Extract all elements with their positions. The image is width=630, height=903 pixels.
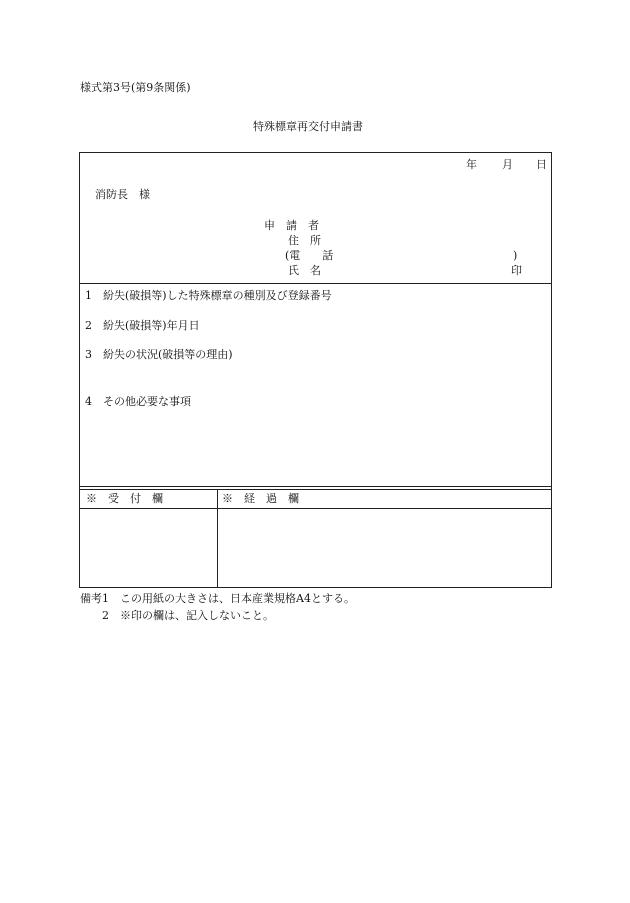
document-title: 特殊標章再交付申請書 (253, 120, 363, 133)
addressee: 消防長 様 (95, 188, 150, 201)
note-paper-size: 備考1 この用紙の大きさは、日本産業規格A4とする。 (80, 592, 355, 605)
office-header-divider (79, 508, 552, 509)
note-asterisk-fields: 2 ※印の欄は、記入しないこと。 (102, 609, 274, 622)
form-number: 様式第3号(第9条関係) (80, 81, 191, 94)
item-lost-date: 2 紛失(破損等)年月日 (85, 319, 200, 332)
reception-header: ※ 受 付 欄 (86, 492, 163, 505)
name-label: 氏 名 (288, 264, 321, 277)
item-other-matters: 4 その他必要な事項 (85, 395, 191, 408)
date-year-label: 年 (466, 158, 477, 171)
date-month-label: 月 (502, 158, 513, 171)
form-box (79, 152, 552, 588)
item-lost-circumstances: 3 紛失の状況(破損等の理由) (85, 348, 233, 361)
progress-header: ※ 経 過 欄 (222, 492, 299, 505)
header-divider (79, 283, 552, 284)
applicant-label: 申 請 者 (264, 219, 319, 232)
seal-mark: 印 (511, 264, 522, 277)
phone-close-paren: ) (513, 249, 518, 262)
phone-label: (電 話 (285, 249, 334, 262)
office-column-divider (217, 489, 218, 588)
item-lost-type-number: 1 紛失(破損等)した特殊標章の種別及び登録番号 (85, 289, 332, 302)
double-rule-top (79, 486, 552, 487)
date-day-label: 日 (536, 158, 547, 171)
double-rule-bottom (79, 489, 552, 490)
address-label: 住 所 (288, 234, 321, 247)
